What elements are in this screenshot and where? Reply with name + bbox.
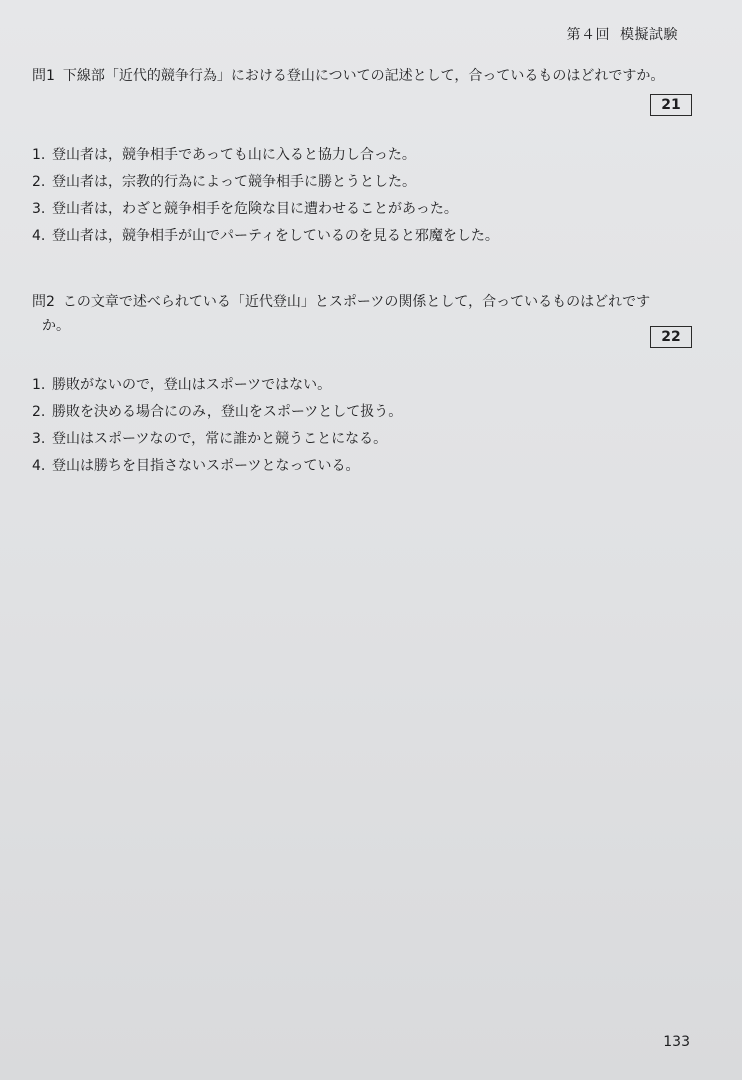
- page-number: 133: [663, 1034, 690, 1050]
- list-item: [32, 399, 692, 426]
- question-1-line1: 下線部「近代的競争行為」における登山についての記述として，合っているものはどれですか。: [62, 68, 665, 84]
- question-2-options: [32, 372, 692, 480]
- list-item: [32, 453, 692, 480]
- question-2-text: [32, 290, 692, 338]
- option-text: 登山者は，競争相手であっても山に入ると協力し合った。: [52, 147, 416, 163]
- list-item: [32, 196, 692, 223]
- option-text: 登山者は，宗教的行為によって競争相手に勝とうとした。: [52, 174, 416, 190]
- option-number: 4.: [32, 228, 46, 244]
- option-text: 登山は勝ちを目指さないスポーツとなっている。: [52, 458, 360, 474]
- list-item: [32, 223, 692, 250]
- list-item: [32, 426, 692, 453]
- question-1: [32, 64, 692, 113]
- option-text: 登山者は，わざと競争相手を危険な目に遭わせることがあった。: [52, 201, 458, 217]
- option-number: 1.: [32, 377, 46, 393]
- option-number: 2.: [32, 174, 46, 190]
- question-1-text: [32, 64, 692, 88]
- question-2: [32, 290, 692, 345]
- question-1-options: [32, 142, 692, 250]
- page-header: [557, 24, 679, 44]
- option-text: 登山者は，競争相手が山でパーティをしているのを見ると邪魔をした。: [52, 228, 499, 244]
- option-number: 3.: [32, 201, 46, 217]
- answer-box-21: 21: [650, 94, 692, 116]
- question-2-line1: この文章で述べられている「近代登山」とスポーツの関係として，合っているものはどれです: [62, 294, 651, 310]
- exam-title: 模擬試験: [620, 27, 678, 43]
- option-text: 勝敗を決める場合にのみ，登山をスポーツとして扱う。: [52, 404, 403, 420]
- question-1-label: 問1: [32, 68, 55, 84]
- option-number: 4.: [32, 458, 46, 474]
- option-number: 1.: [32, 147, 46, 163]
- option-number: 3.: [32, 431, 46, 447]
- exam-round: 第４回: [566, 27, 610, 43]
- option-number: 2.: [32, 404, 46, 420]
- option-text: 勝敗がないので，登山はスポーツではない。: [52, 377, 332, 393]
- list-item: [32, 142, 692, 169]
- question-2-label: 問2: [32, 294, 55, 310]
- list-item: [32, 169, 692, 196]
- question-2-line2: か。: [42, 318, 70, 334]
- answer-box-22: 22: [650, 326, 692, 348]
- option-text: 登山はスポーツなので，常に誰かと競うことになる。: [52, 431, 388, 447]
- list-item: [32, 372, 692, 399]
